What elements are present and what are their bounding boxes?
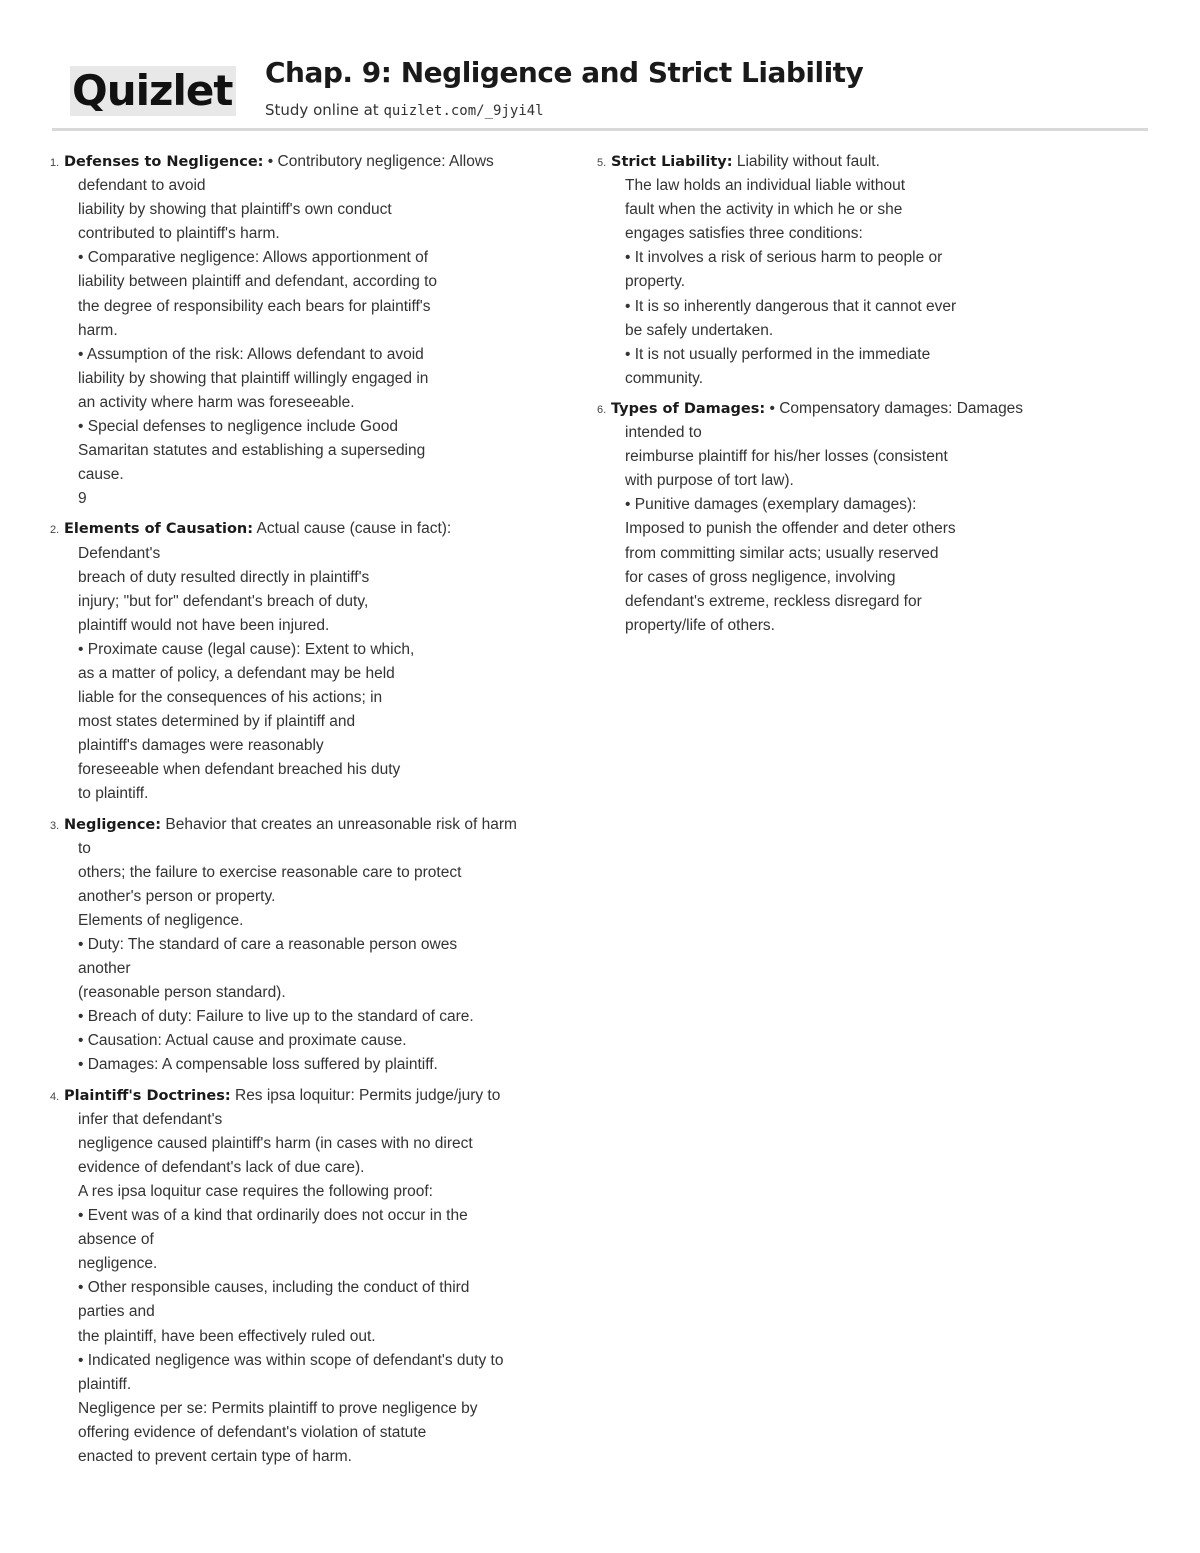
entry-definition-line: • Breach of duty: Failure to live up to the standard of care. xyxy=(78,1008,474,1026)
entry-definition-line: • It is not usually performed in the immediate xyxy=(625,345,931,363)
entry-definition-line: harm. xyxy=(78,321,118,339)
entry-definition-line: breach of duty resulted directly in plaintiff's xyxy=(78,568,370,586)
entry-number: 2. xyxy=(50,524,60,537)
entry-definition-line: liability between plaintiff and defendant, according to xyxy=(78,273,438,291)
entry-definition-line: most states determined by if plaintiff and xyxy=(78,713,356,731)
entry-definition-line: fault when the activity in which he or she xyxy=(625,201,903,219)
entry-definition-line: infer that defendant's xyxy=(78,1110,223,1128)
entry-definition-line: injury; "but for" defendant's breach of duty, xyxy=(78,592,369,610)
entry-first-line xyxy=(50,1084,585,1108)
entry-definition-start: Liability without fault. xyxy=(732,153,880,170)
term-entry xyxy=(597,397,1157,638)
entry-definition-line: Imposed to punish the offender and deter others xyxy=(625,520,956,538)
entry-definition-line: • Special defenses to negligence include Good xyxy=(78,418,398,436)
entry-definition-line: • Event was of a kind that ordinarily does not occur in the xyxy=(78,1207,468,1225)
entry-definition-line: Samaritan statutes and establishing a superseding xyxy=(78,442,426,460)
entry-definition-line: liability by showing that plaintiff willingly engaged in xyxy=(78,369,429,387)
entry-term: Elements of Causation: xyxy=(64,521,254,538)
entry-definition-line: defendant's extreme, reckless disregard for xyxy=(625,592,922,610)
entry-definition-line: property/life of others. xyxy=(625,616,775,634)
entry-definition-start: Actual cause (cause in fact): xyxy=(253,520,452,538)
entry-definition-start: • Contributory negligence: Allows xyxy=(263,153,494,170)
term-entry xyxy=(597,150,1157,391)
term-entry xyxy=(50,1084,585,1470)
entry-term: Defenses to Negligence: xyxy=(64,154,264,170)
entry-definition-line: • Causation: Actual cause and proximate cause. xyxy=(78,1032,407,1050)
entry-definition-line: to plaintiff. xyxy=(78,785,149,803)
entry-definition-line: • Punitive damages (exemplary damages): xyxy=(625,496,917,514)
entry-definition-line: parties and xyxy=(78,1303,155,1321)
entry-definition-line: others; the failure to exercise reasonable care to protect xyxy=(78,863,462,881)
entry-definition-line: defendant to avoid xyxy=(78,177,206,195)
entry-term: Plaintiff's Doctrines: xyxy=(64,1087,231,1104)
study-online-line xyxy=(265,101,544,119)
entry-first-line xyxy=(50,813,585,837)
entry-definition-line: cause. xyxy=(78,466,124,484)
entry-definition-line: negligence caused plaintiff's harm (in cases with no direct xyxy=(78,1134,473,1152)
entry-definition-line: with purpose of tort law). xyxy=(625,472,794,490)
header-divider xyxy=(52,128,1148,131)
entry-definition-line: as a matter of policy, a defendant may be held xyxy=(78,664,395,682)
entry-definition-line: absence of xyxy=(78,1231,154,1249)
term-entry xyxy=(50,813,585,1078)
entry-definition-start: Behavior that creates an unreasonable risk of harm xyxy=(161,815,517,833)
entry-number: 3. xyxy=(50,819,60,832)
entry-definition-start: • Compensatory damages: Damages xyxy=(765,399,1024,417)
entry-definition-line: negligence. xyxy=(78,1255,158,1273)
left-column xyxy=(50,150,585,1475)
entry-definition-line: engages satisfies three conditions: xyxy=(625,225,863,243)
entry-first-line xyxy=(597,150,1157,174)
entry-definition-line: be safely undertaken. xyxy=(625,321,774,339)
entry-definition-line: • Indicated negligence was within scope of defendant's duty to xyxy=(78,1351,504,1369)
entry-number: 1. xyxy=(50,157,60,169)
entry-definition-line: contributed to plaintiff's harm. xyxy=(78,225,280,243)
entry-definition-line: for cases of gross negligence, involving xyxy=(625,568,896,586)
entry-definition-line: community. xyxy=(625,369,704,387)
entry-definition-line: an activity where harm was foreseeable. xyxy=(78,393,355,411)
entry-definition-line: • Damages: A compensable loss suffered by plaintiff. xyxy=(78,1056,438,1074)
study-url-link[interactable]: quizlet.com/_9jyi4l xyxy=(383,103,544,119)
entry-number: 5. xyxy=(597,157,607,169)
entry-definition-line: from committing similar acts; usually reserved xyxy=(625,544,939,562)
entry-definition-line: • Comparative negligence: Allows apportionment of xyxy=(78,249,429,267)
entry-definition-line: The law holds an individual liable without xyxy=(625,177,906,195)
entry-definition-line: the degree of responsibility each bears for plaintiff's xyxy=(78,297,431,315)
quizlet-logo: Quizlet xyxy=(70,66,236,116)
entry-number: 4. xyxy=(50,1090,60,1103)
right-column xyxy=(597,150,1157,644)
entry-definition-line: liable for the consequences of his actions; in xyxy=(78,689,383,707)
entry-definition-line: Negligence per se: Permits plaintiff to prove negligence by xyxy=(78,1399,478,1417)
entry-definition-line: 9 xyxy=(78,490,87,508)
entry-term: Types of Damages: xyxy=(611,400,766,417)
entry-definition-line: enacted to prevent certain type of harm. xyxy=(78,1447,352,1465)
entry-definition-start: Res ipsa loquitur: Permits judge/jury to xyxy=(230,1086,501,1104)
entry-number: 6. xyxy=(597,403,607,416)
entry-definition-line: another's person or property. xyxy=(78,887,276,905)
entry-definition-line: • It involves a risk of serious harm to people or xyxy=(625,249,943,267)
entry-term: Negligence: xyxy=(64,816,162,833)
term-entry xyxy=(50,150,585,511)
entry-definition-line: to xyxy=(78,839,91,857)
entry-first-line xyxy=(50,517,585,541)
study-prefix: Study online at xyxy=(265,101,384,119)
entry-definition-line: • Other responsible causes, including the conduct of third xyxy=(78,1279,470,1297)
entry-definition-line: intended to xyxy=(625,424,702,442)
term-entry xyxy=(50,517,585,806)
entry-definition-line: reimburse plaintiff for his/her losses (consistent xyxy=(625,448,948,466)
entry-definition-line: plaintiff would not have been injured. xyxy=(78,616,330,634)
entry-definition-line: • Duty: The standard of care a reasonable person owes xyxy=(78,936,458,953)
entry-definition-line: Elements of negligence. xyxy=(78,911,244,929)
entry-definition-line: Defendant's xyxy=(78,544,161,562)
entry-definition-line: another xyxy=(78,960,131,978)
entry-definition-line: the plaintiff, have been effectively ruled out. xyxy=(78,1327,376,1345)
entry-definition-line: plaintiff. xyxy=(78,1375,132,1393)
entry-definition-line: • Assumption of the risk: Allows defendant to avoid xyxy=(78,345,424,363)
entry-definition-line: liability by showing that plaintiff's own conduct xyxy=(78,201,392,219)
entry-definition-line: • It is so inherently dangerous that it cannot ever xyxy=(625,297,957,315)
entry-definition-line: offering evidence of defendant's violation of statute xyxy=(78,1423,427,1441)
entry-definition-line: A res ipsa loquitur case requires the following proof: xyxy=(78,1182,433,1200)
entry-first-line xyxy=(597,397,1157,421)
entry-definition-line: (reasonable person standard). xyxy=(78,984,286,1002)
entry-definition-line: property. xyxy=(625,273,686,291)
entry-definition-line: evidence of defendant's lack of due care). xyxy=(78,1158,365,1176)
entry-definition-line: • Proximate cause (legal cause): Extent to which, xyxy=(78,640,415,658)
entry-definition-line: plaintiff's damages were reasonably xyxy=(78,737,324,755)
entry-first-line xyxy=(50,150,585,174)
entry-term: Strict Liability: xyxy=(611,154,733,170)
page-title: Chap. 9: Negligence and Strict Liability xyxy=(265,56,864,89)
entry-definition-line: foreseeable when defendant breached his duty xyxy=(78,761,401,779)
